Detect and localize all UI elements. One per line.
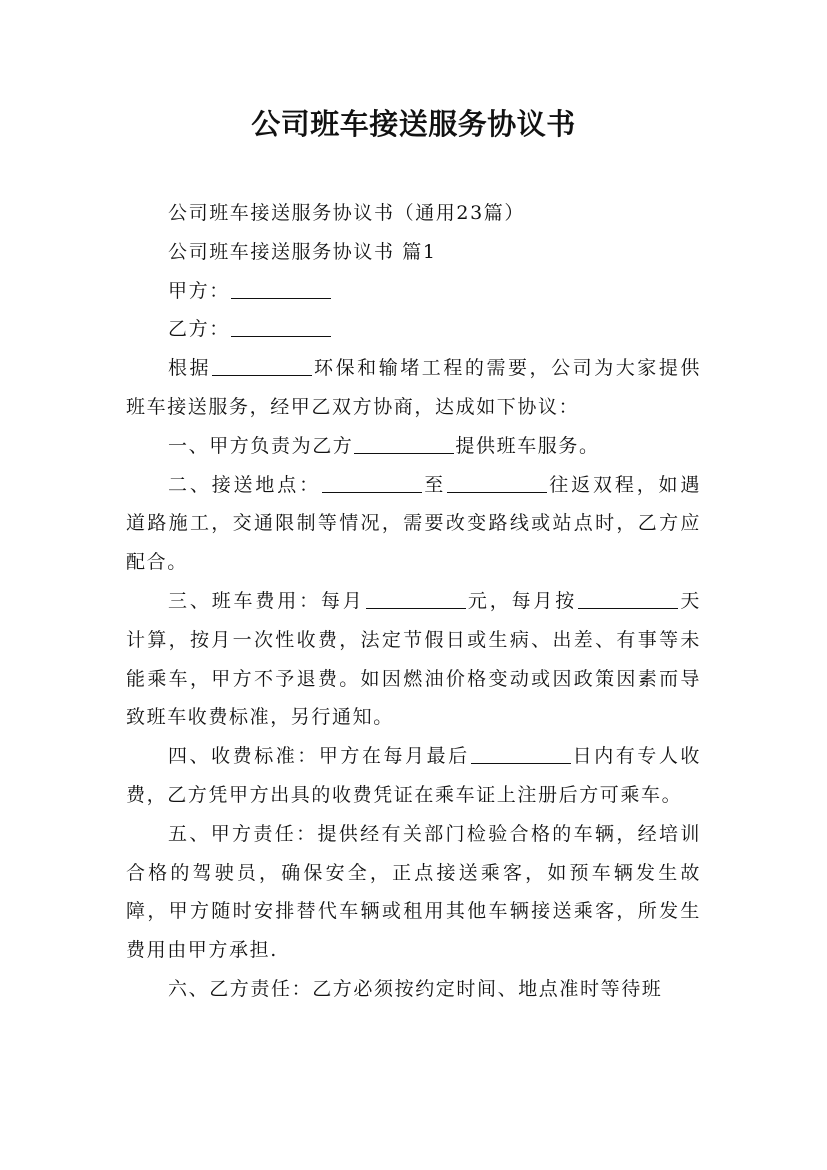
- clause-2-text-2: 至: [422, 473, 447, 496]
- clause-2-blank-to: [447, 473, 547, 493]
- clause-2-blank-from: [322, 473, 422, 493]
- clause-4-text-1: 四、收费标准：甲方在每月最后: [168, 745, 470, 768]
- clause-3-text-1: 三、班车费用：每月: [168, 589, 365, 612]
- clause-1-text-2: 提供班车服务。: [455, 434, 600, 457]
- clause-1: [126, 427, 701, 466]
- clause-4-blank: [471, 744, 571, 764]
- clause-2: [126, 466, 701, 582]
- intro-text-1: 根据: [168, 357, 212, 380]
- intro-blank: [212, 356, 312, 376]
- intro-paragraph: [126, 349, 701, 427]
- party-a-line: [126, 272, 701, 311]
- document-title: 公司班车接送服务协议书: [251, 107, 576, 141]
- section-heading: 公司班车接送服务协议书 篇1: [168, 240, 437, 263]
- party-b-label: 乙方：: [168, 318, 230, 341]
- document-body: [126, 194, 701, 1009]
- party-a-label: 甲方：: [168, 279, 230, 302]
- intro-text-2: 环保和输堵工程的需要，公司为大家提供班车接送服务，经甲乙双方协商，达成如下协议：: [126, 357, 701, 418]
- clause-2-text-1: 二、接送地点：: [168, 473, 321, 496]
- clause-4-text-2: 日内有专人收费，乙方凭甲方出具的收费凭证在乘车证上注册后方可乘车。: [126, 745, 701, 806]
- clause-1-blank: [354, 434, 454, 454]
- clause-2-text-3: 往返双程，如遇道路施工，交通限制等情况，需要改变路线或站点时，乙方应配合。: [126, 473, 702, 574]
- clause-1-text-1: 一、甲方负责为乙方: [168, 434, 354, 457]
- clause-3-blank-days: [578, 589, 678, 609]
- party-a-blank: [231, 279, 331, 299]
- clause-3-text-2: 元，每月按: [466, 589, 578, 612]
- clause-3-text-3: 天计算，按月一次性收费，法定节假日或生病、出差、有事等未能乘车，甲方不予退费。如因燃油价格变动或因政策因素而导致班车收费标准，另行通知。: [126, 589, 701, 729]
- clause-6: 六、乙方责任：乙方必须按约定时间、地点准时等待班: [168, 977, 663, 1000]
- document-subtitle: 公司班车接送服务协议书（通用23篇）: [168, 202, 525, 224]
- clause-3: [126, 582, 701, 737]
- clause-5: 五、甲方责任：提供经有关部门检验合格的车辆，经培训合格的驾驶员，确保安全，正点接送乘客，如预车辆发生故障，甲方随时安排替代车辆或租用其他车辆接送乘客，所发生费用由甲方承担.: [126, 822, 701, 962]
- party-b-line: [126, 310, 701, 349]
- clause-3-blank-fee: [366, 589, 466, 609]
- clause-4: [126, 737, 701, 815]
- party-b-blank: [231, 317, 331, 337]
